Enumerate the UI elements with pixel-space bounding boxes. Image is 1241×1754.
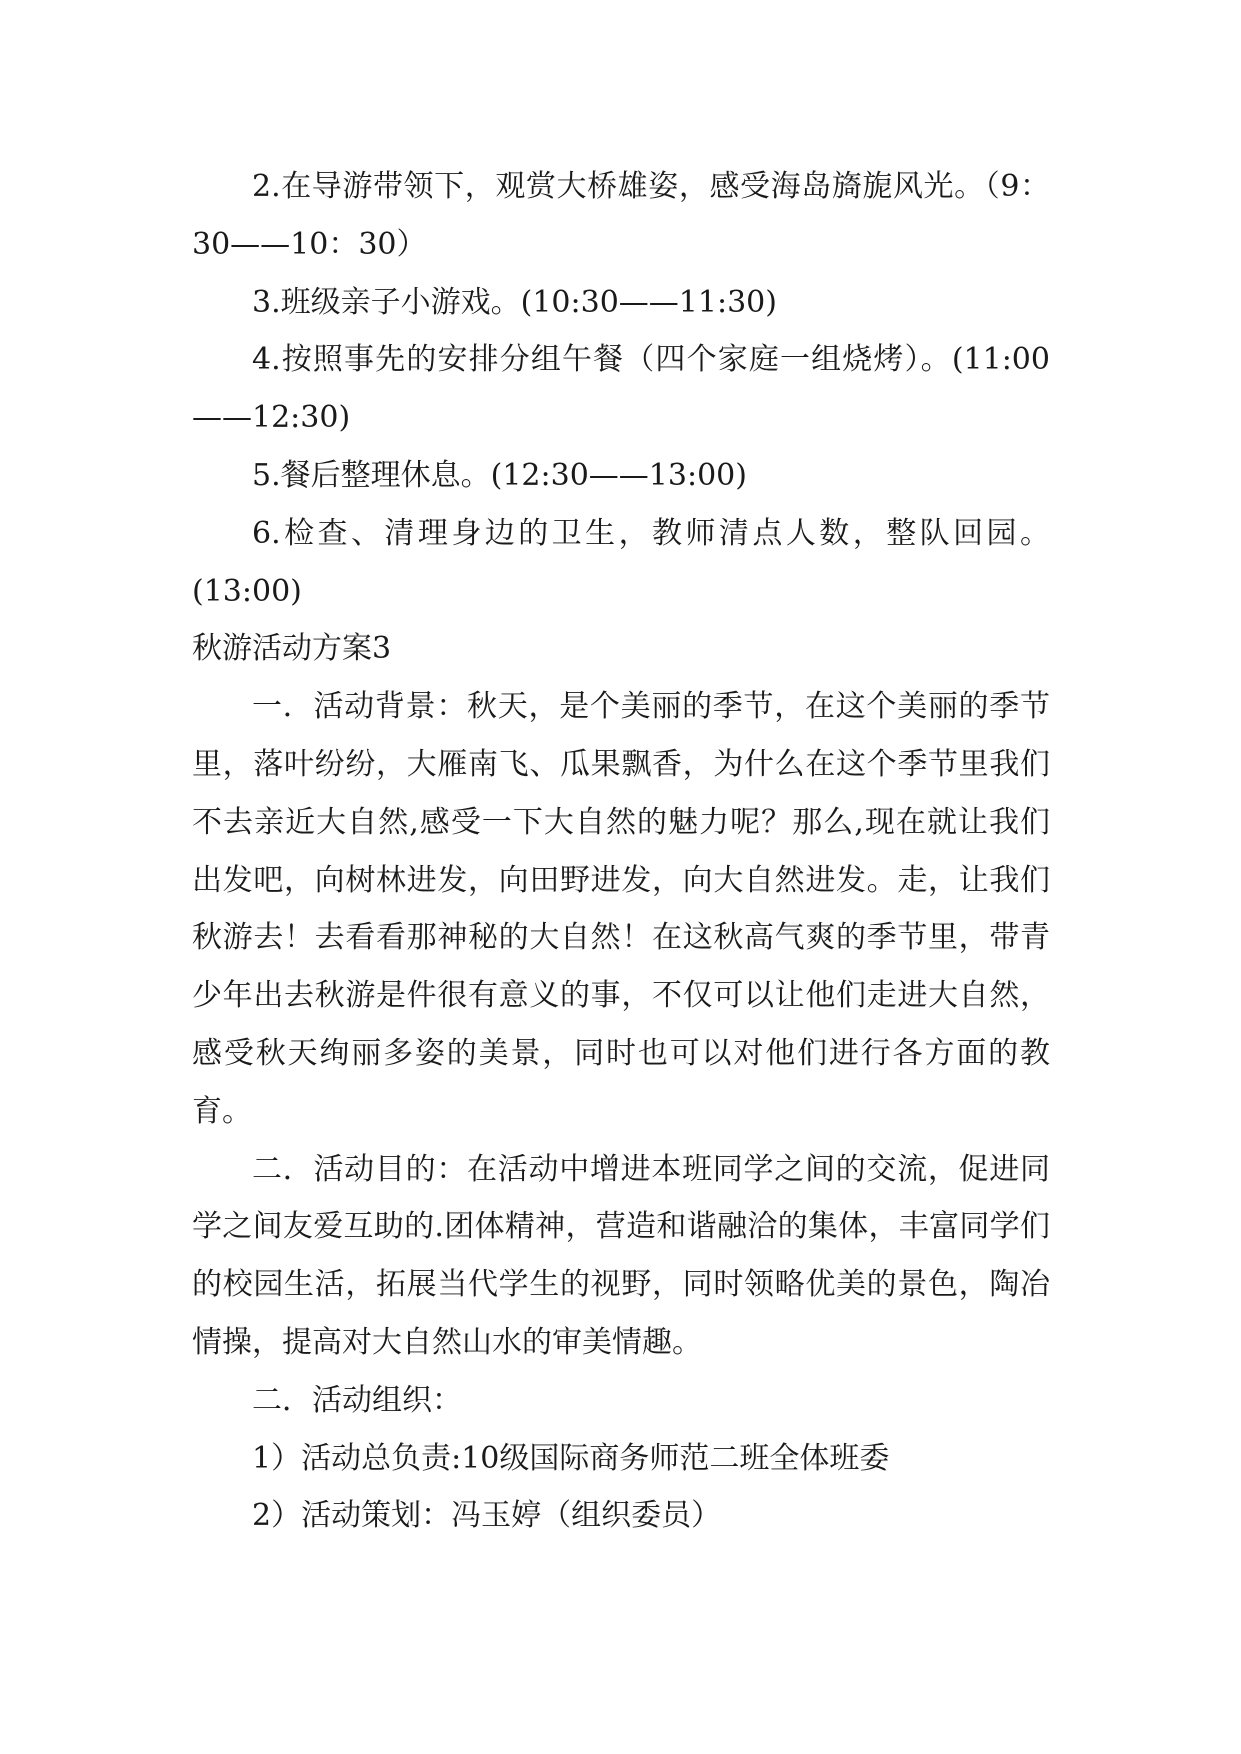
document-body [192, 158, 1050, 1545]
paragraph-organization-item-2: 2）活动策划：冯玉婷（组织委员） [252, 1498, 722, 1534]
paragraph-schedule-item-4: 4.按照事先的安排分组午餐（四个家庭一组烧烤）。(11:00——12:30) [192, 342, 1050, 436]
paragraph-schedule-item-6: 6.检查、清理身边的卫生，教师清点人数，整队回园。(13:00) [192, 515, 1050, 609]
paragraph-schedule-item-2: 2.在导游带领下，观赏大桥雄姿，感受海岛旖旎风光。（9：30——10：30） [192, 169, 1050, 262]
paragraph-organization-heading: 二．活动组织： [252, 1382, 462, 1418]
paragraph-schedule-item-5: 5.餐后整理休息。(12:30——13:00) [252, 457, 747, 493]
paragraph-schedule-item-3: 3.班级亲子小游戏。(10:30——11:30) [252, 284, 777, 320]
section-heading: 秋游活动方案3 [192, 631, 392, 667]
paragraph-organization-item-1: 1）活动总负责:10级国际商务师范二班全体班委 [252, 1440, 890, 1476]
paragraph-background: 一．活动背景：秋天，是个美丽的季节，在这个美丽的季节里，落叶纷纷，大雁南飞、瓜果飘香，为什么在这个季节里我们不去亲近大自然,感受一下大自然的魅力呢？那么,现在就让我们出发吧，向树林进发，向田野进发，向大自然进发。走，让我们秋游去！去看看那神秘的大自然！在这秋高气爽的季节里，带青少年出去秋游是件很有意义的事，不仅可以让他们走进大自然，感受秋天绚丽多姿的美景，同时也可以对他们进行各方面的教育。 [192, 689, 1050, 1129]
paragraph-purpose: 二．活动目的：在活动中增进本班同学之间的交流，促进同学之间友爱互助的.团体精神，营造和谐融洽的集体，丰富同学们的校园生活，拓展当代学生的视野，同时领略优美的景色，陶冶情操，提高对大自然山水的审美情趣。 [192, 1151, 1050, 1360]
